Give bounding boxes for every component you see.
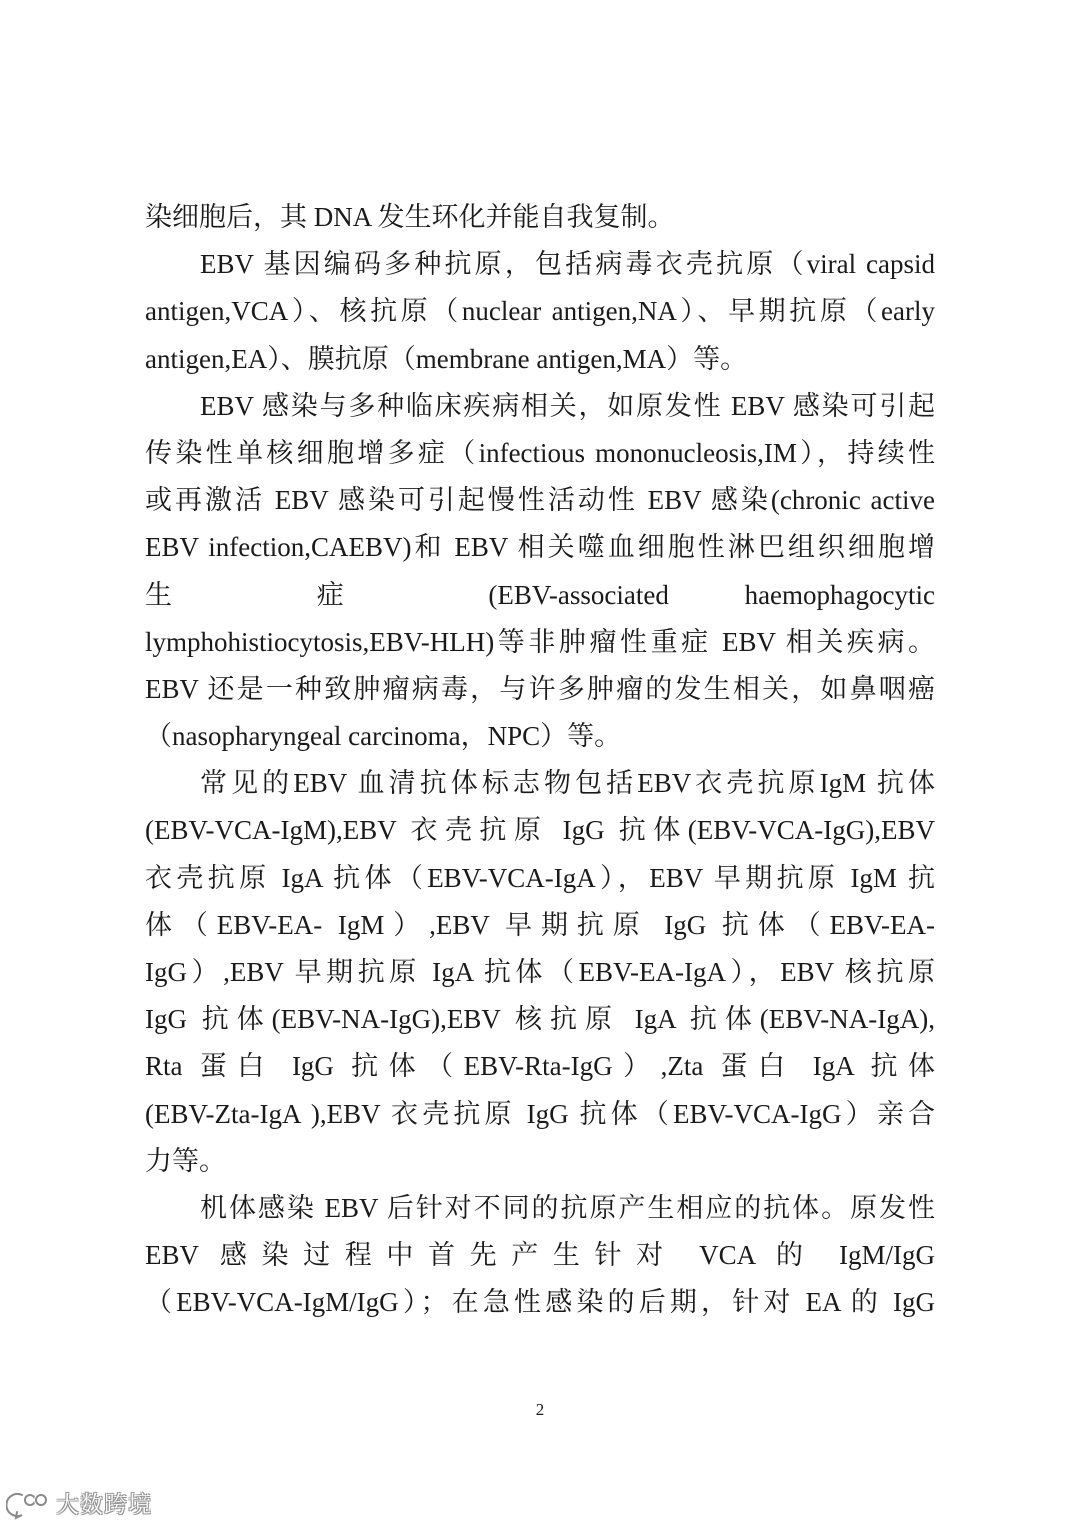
- text-line: lymphohistiocytosis,EBV-HLH)等非肿瘤性重症 EBV 相关疾病。: [145, 626, 935, 657]
- text-line: 力等。: [145, 1145, 226, 1176]
- watermark-text: 大数跨境: [56, 1492, 152, 1518]
- text-line: antigen,VCA）、核抗原（nuclear antigen,NA）、早期抗原（early: [145, 296, 935, 327]
- text-line: 常见的EBV 血清抗体标志物包括EBV衣壳抗原IgM 抗体: [200, 768, 935, 799]
- text-line: （nasopharyngeal carcinoma，NPC）等。: [145, 721, 622, 752]
- text-line: 机体感染 EBV 后针对不同的抗原产生相应的抗体。原发性: [200, 1192, 935, 1223]
- paragraph-2: [145, 241, 935, 383]
- paragraph-1: [145, 194, 935, 241]
- chat-bubble-logo-icon: [6, 1490, 50, 1520]
- text-line: （EBV-VCA-IgM/IgG）；在急性感染的后期，针对 EA 的 IgG: [145, 1287, 935, 1318]
- paragraph-5: [145, 1185, 935, 1327]
- text-line: antigen,EA）、膜抗原（membrane antigen,MA）等。: [145, 343, 748, 374]
- text-line: 生 症 (EBV-associated haemophagocytic: [145, 579, 935, 610]
- text-line: 染细胞后，其 DNA 发生环化并能自我复制。: [145, 202, 675, 232]
- watermark: [6, 1489, 152, 1521]
- text-line: 或再激活 EBV 感染可引起慢性活动性 EBV 感染(chronic active: [145, 485, 935, 516]
- text-line: EBV 基因编码多种抗原，包括病毒衣壳抗原（viral capsid: [200, 249, 935, 280]
- text-line: (EBV-Zta-IgA ),EBV 衣壳抗原 IgG 抗体（EBV-VCA-IgG）亲合: [145, 1098, 935, 1129]
- page-number: 2: [535, 1400, 545, 1419]
- text-line: EBV 感染过程中首先产生针对 VCA 的 IgM/IgG: [145, 1240, 935, 1271]
- text-line: EBV 还是一种致肿瘤病毒，与许多肿瘤的发生相关，如鼻咽癌: [145, 673, 935, 704]
- text-line: IgG）,EBV 早期抗原 IgA 抗体（EBV-EA-IgA），EBV 核抗原: [145, 957, 935, 987]
- text-line: EBV infection,CAEBV)和 EBV 相关噬血细胞性淋巴组织细胞增: [145, 532, 935, 563]
- text-line: Rta 蛋白 IgG 抗体（EBV-Rta-IgG）,Zta 蛋白 IgA 抗体: [145, 1051, 935, 1082]
- text-line: 衣壳抗原 IgA 抗体（EBV-VCA-IgA），EBV 早期抗原 IgM 抗: [145, 862, 935, 893]
- text-line: 传染性单核细胞增多症（infectious mononucleosis,IM），持续性: [145, 437, 935, 468]
- text-line: IgG 抗体(EBV-NA-IgG),EBV 核抗原 IgA 抗体(EBV-NA-IgA),: [145, 1004, 935, 1035]
- paragraph-4: [145, 760, 935, 1185]
- text-line: (EBV-VCA-IgM),EBV 衣壳抗原 IgG 抗体(EBV-VCA-IgG),EBV: [145, 815, 935, 846]
- body-text: [145, 194, 935, 1327]
- paragraph-3: [145, 383, 935, 761]
- text-line: 体（EBV-EA- IgM）,EBV 早期抗原 IgG 抗体（EBV-EA-: [145, 909, 935, 940]
- text-line: EBV 感染与多种临床疾病相关，如原发性 EBV 感染可引起: [200, 390, 935, 421]
